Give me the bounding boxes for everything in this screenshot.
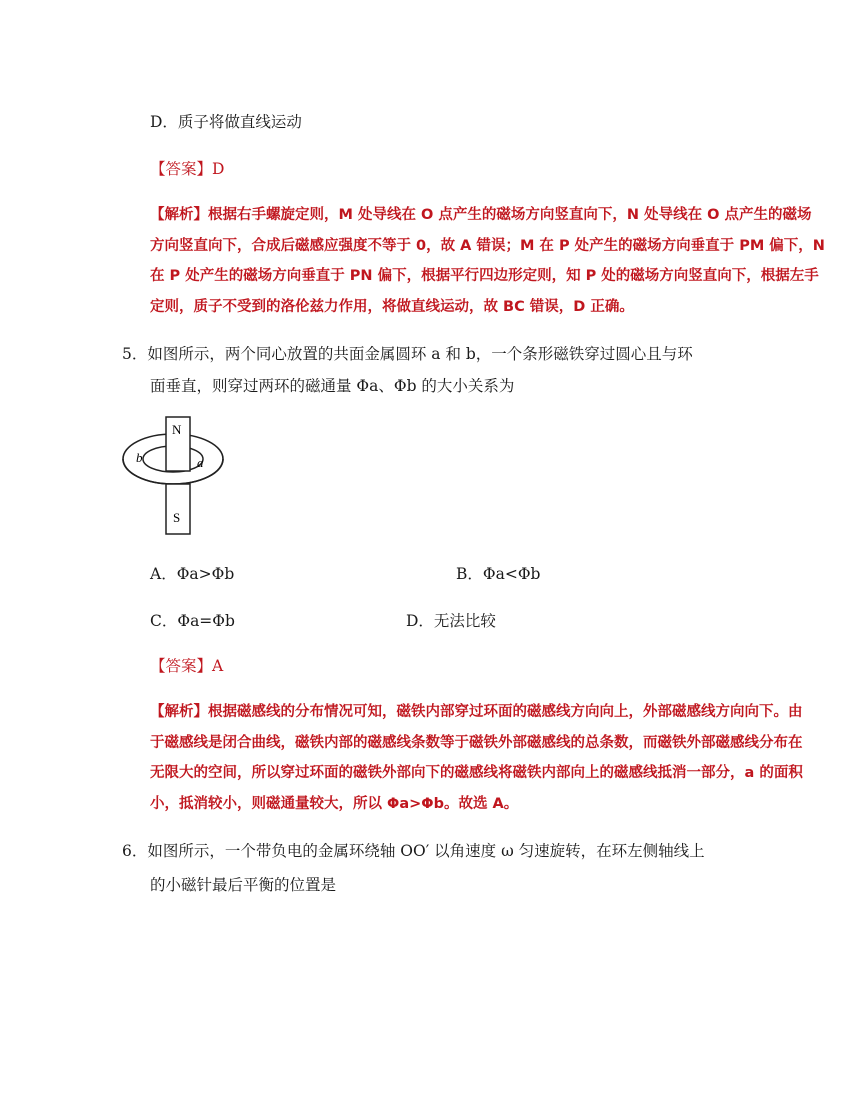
option-a: A．Φa>Φb bbox=[150, 565, 235, 583]
magnet-rings-figure bbox=[122, 415, 232, 544]
answer-1: 【答案】D bbox=[150, 160, 225, 178]
analysis-1-line: 定则，质子不受到的洛伦兹力作用，将做直线运动，故 BC 错误，D 正确。 bbox=[150, 298, 634, 315]
label-s: S bbox=[173, 510, 181, 525]
option-c: C．Φa=Φb bbox=[150, 612, 235, 630]
label-n: N bbox=[172, 422, 182, 437]
analysis-1 bbox=[150, 200, 825, 322]
answer-2: 【答案】A bbox=[150, 657, 224, 675]
option-b: B．Φa<Φb bbox=[456, 565, 541, 583]
question-6-line-2: 的小磁针最后平衡的位置是 bbox=[150, 876, 337, 894]
analysis-1-line: 方向竖直向下，合成后磁感应强度不等于 0，故 A 错误；M 在 P 处产生的磁场方向垂直于 PM 偏下，N bbox=[150, 237, 825, 254]
analysis-2-line: 无限大的空间，所以穿过环面的磁铁外部向下的磁感线将磁铁内部向上的磁感线抵消一部分，a 的面积 bbox=[150, 765, 803, 781]
analysis-1-line: 在 P 处产生的磁场方向垂直于 PN 偏下，根据平行四边形定则，知 P 处的磁场方向竖直向下，根据左手 bbox=[150, 268, 819, 284]
question-5-line-2: 面垂直，则穿过两环的磁通量 Φa、Φb 的大小关系为 bbox=[150, 377, 515, 395]
analysis-2-line: 小，抵消较小，则磁通量较大，所以 Φa>Φb。故选 A。 bbox=[150, 795, 519, 812]
option-d-previous: D．质子将做直线运动 bbox=[150, 113, 302, 131]
analysis-2 bbox=[150, 697, 803, 819]
question-6-line-1: 6．如图所示，一个带负电的金属环绕轴 OO′ 以角速度 ω 匀速旋转，在环左侧轴线上 bbox=[122, 842, 705, 860]
analysis-2-line: 【解析】根据磁感线的分布情况可知，磁铁内部穿过环面的磁感线方向向上，外部磁感线方向向下。由 bbox=[150, 704, 803, 720]
analysis-1-line: 【解析】根据右手螺旋定则，M 处导线在 O 点产生的磁场方向竖直向下，N 处导线在 O 点产生的磁场 bbox=[150, 207, 812, 223]
analysis-2-line: 于磁感线是闭合曲线，磁铁内部的磁感线条数等于磁铁外部磁感线的总条数，而磁铁外部磁感线分布在 bbox=[150, 734, 803, 751]
label-a: a bbox=[197, 455, 204, 470]
question-5-line-1: 5．如图所示，两个同心放置的共面金属圆环 a 和 b，一个条形磁铁穿过圆心且与环 bbox=[122, 345, 693, 363]
option-d: D．无法比较 bbox=[406, 612, 496, 630]
label-b: b bbox=[136, 450, 143, 465]
